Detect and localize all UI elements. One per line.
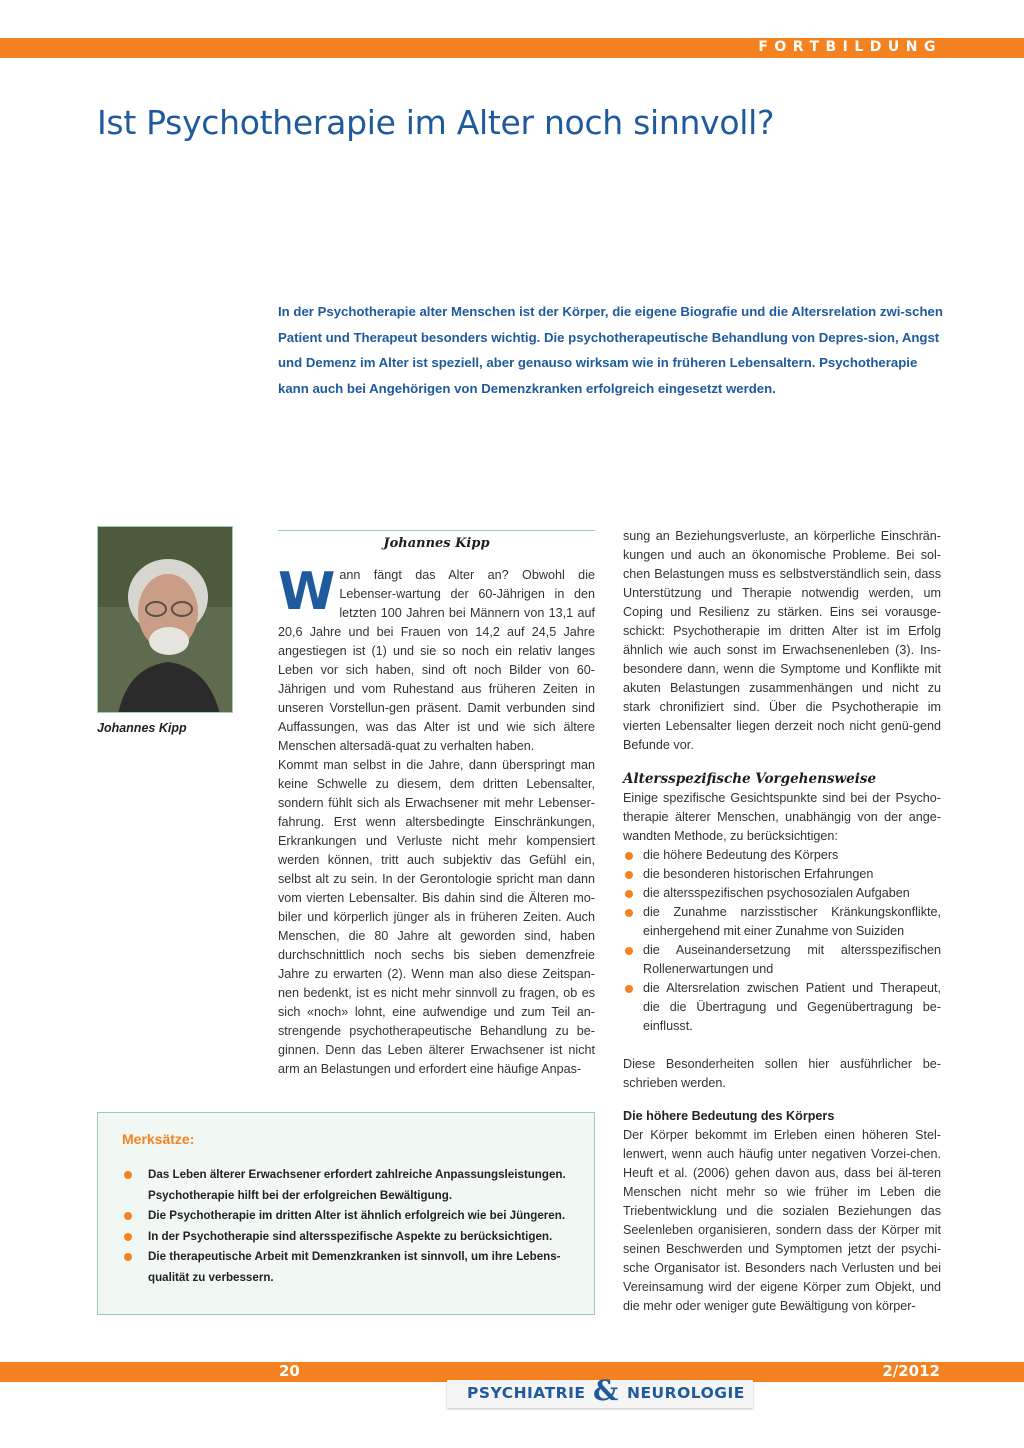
bullet-icon (625, 890, 633, 898)
bullet-icon (625, 871, 633, 879)
author-name: Johannes Kipp (383, 536, 490, 551)
list-item: die höhere Bedeutung des Körpers (623, 846, 941, 865)
key-point: In der Psychotherapie sind altersspezifische Aspekte zu berücksichtigen. (124, 1227, 574, 1248)
bullet-icon (124, 1171, 132, 1179)
issue-number: 2/2012 (882, 1362, 940, 1380)
column-2 (623, 527, 941, 1316)
bullet-icon (625, 852, 633, 860)
key-points-heading: Merksätze: (122, 1131, 195, 1147)
paragraph: Der Körper bekommt im Erleben einen höheren Stel-lenwert, wenn auch häufig unter negativen Vorzei-chen. Heuft et al. (2006) gehen davon aus, dass bei äl-teren Menschen nicht mehr so wie früher im Leben die Triebentwicklung und die sozialen Beziehungen das Seelenleben organisieren, sondern dass der Körper mit seinen Beschwerden und Symptomen jetzt der psychi-sche Organisator ist. Besonders nach Verlusten und bei Vereinsamung wird der eigene Körper zum Objekt, und die mehr oder weniger gute Bewältigung von körper- (623, 1128, 941, 1313)
photo-caption: Johannes Kipp (97, 721, 187, 735)
bullet-icon (124, 1212, 132, 1220)
section-label: FORTBILDUNG (758, 39, 942, 55)
key-point: Die therapeutische Arbeit mit Demenzkranken ist sinnvoll, um ihre Lebens-qualität zu verbessern. (124, 1247, 574, 1288)
list-item: die altersspezifischen psychosozialen Aufgaben (623, 884, 941, 903)
portrait-photo-icon (98, 527, 233, 713)
bullet-icon (124, 1253, 132, 1261)
paragraph: Einige spezifische Gesichtspunkte sind bei der Psycho-therapie älterer Menschen, unabhängig von der ange-wandten Methode, zu berücksichtigen: (623, 791, 941, 843)
page-number: 20 (279, 1362, 300, 1380)
list-item: die Zunahme narzisstischer Kränkungskonflikte, einhergehend mit einer Zunahme von Suiziden (623, 903, 941, 941)
journal-ampersand: & (593, 1374, 619, 1407)
column-1 (278, 562, 595, 1079)
article-lead: In der Psychotherapie alter Menschen ist der Körper, die eigene Biografie und die Altersrelation zwi-schen Patient und Therapeut besonders wichtig. Die psychotherapeutische Behandlung von Depres-sion, Angst und Demenz im Alter ist speziell, aber genauso wirksam wie in früheren Lebensaltern. Psychotherapie kann auch bei Angehörigen von Demenzkranken erfolgreich eingesetzt werden. (278, 304, 943, 396)
divider (278, 530, 595, 531)
key-point: Das Leben älterer Erwachsener erfordert zahlreiche Anpassungsleistungen. Psychotherapie hilft bei der erfolgreichen Bewältigung. (124, 1165, 574, 1206)
list-item: die Auseinandersetzung mit altersspezifischen Rollenerwartungen und (623, 941, 941, 979)
paragraph: Diese Besonderheiten sollen hier ausführlicher be-schrieben werden. (623, 1057, 941, 1090)
journal-name-right: NEUROLOGIE (627, 1384, 745, 1402)
paragraph: ann fängt das Alter an? Obwohl die Lebenser-wartung der 60-Jährigen in den letzten 100 Jahren bei Männern von 13,1 auf 20,6 Jahre und bei Frauen von 14,2 auf 24,5 Jahre angestiegen ist (1) und sie so noch ein relativ langes Leben vor sich haben, sind oft noch Bilder von 60-Jährigen und vom Ruhestand aus früheren Zeiten in unseren Vorstellun-gen präsent. Damit verbunden sind Auffassungen, was das Alter ist und wie sich ältere Menschen altersadä-quat zu verhalten haben. (278, 568, 595, 753)
bullet-icon (625, 947, 633, 955)
article-title: Ist Psychotherapie im Alter noch sinnvoll? (97, 103, 775, 142)
bullet-icon (625, 909, 633, 917)
paragraph: Kommt man selbst in die Jahre, dann überspringt man keine Schwelle zu diesem, dem dritten Lebensalter, sondern fühlt sich als Erwachsener mit mehr Lebenser-fahrung. Erst wenn altersbedingte Einschränkungen, Erkrankungen und Verluste nicht mehr kompensiert werden können, tritt auch subjektiv das Gefühl ein, selbst alt zu sein. In der Gerontologie spricht man dann vom vierten Lebensalter. Bis dahin sind die Älteren mo-biler und körperlich jünger als in früheren Zeiten. Auch Menschen, die 80 Jahre alt geworden sind, haben durchschnittlich noch sechs bis sieben demenzfreie Jahre zu erwarten (2). Wenn man also diese Zeitspan-nen bedenkt, ist es nicht mehr sinnvoll zu fragen, ob es sich «noch» lohnt, eine aufwendige und zum Teil an-strengende psychotherapeutische Behandlung zu be-ginnen. Denn das Leben älterer Erwachsener ist nicht arm an Belastungen und erfordert eine häufige Anpas- (278, 758, 595, 1076)
journal-name-left: PSYCHIATRIE (467, 1384, 586, 1402)
list-item: die besonderen historischen Erfahrungen (623, 865, 941, 884)
bullet-icon (124, 1233, 132, 1241)
paragraph: sung an Beziehungsverluste, an körperliche Einschrän-kungen und auch an ökonomische Probleme. Bei sol-chen Belastungen muss es selbstverständlich sein, dass Unterstützung und Therapie notwendig werden, um Coping und Resilienz zu stärken. Eins sei vorausge-schickt: Psychotherapie im dritten Alter ist im Erfolg ähnlich wie auch sonst im Erwachsenenleben (3). Ins-besondere dann, wenn die Symptome und Konflikte mit akuten Belastungen zusammenhängen und nicht zu stark chronifiziert sind. Über die Psychotherapie im vierten Lebensalter liegen derzeit noch nicht genü-gend Befunde vor. (623, 529, 941, 752)
author-photo (97, 526, 233, 713)
key-points-box (97, 1112, 595, 1315)
key-points-list (124, 1165, 574, 1288)
section-heading: Altersspezifische Vorgehensweise (623, 771, 877, 787)
subsection-heading: Die höhere Bedeutung des Körpers (623, 1109, 835, 1123)
footer-bar (0, 1362, 1024, 1382)
journal-logo (447, 1374, 753, 1408)
drop-cap: W (278, 562, 336, 622)
bullet-icon (625, 985, 633, 993)
bullet-list (623, 846, 941, 1036)
key-point: Die Psychotherapie im dritten Alter ist ähnlich erfolgreich wie bei Jüngeren. (124, 1206, 574, 1227)
section-bar (0, 38, 1024, 58)
list-item: die Altersrelation zwischen Patient und Therapeut, die die Übertragung und Gegenübertragung be-einflusst. (623, 979, 941, 1036)
